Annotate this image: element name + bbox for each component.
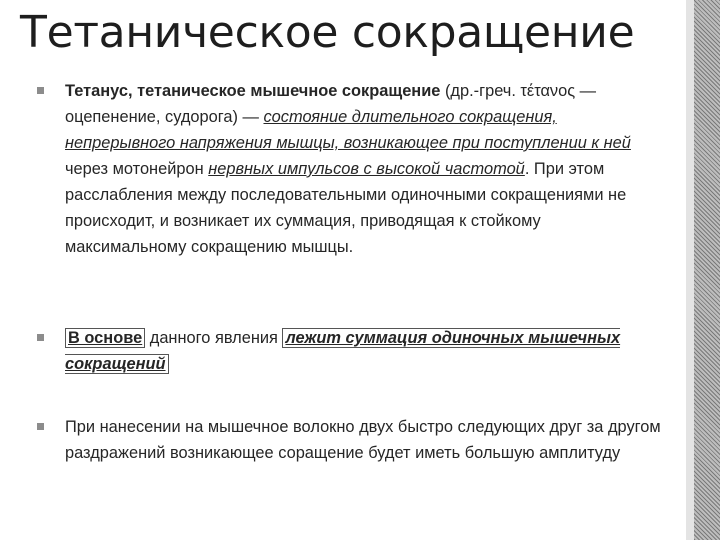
bullet-text	[48, 325, 662, 377]
etymology: (др.-греч. τέτανος — оцепенение, судорога) —	[65, 82, 597, 126]
definition-rest: . При этом расслабления между последовательными одиночными сокращениями не происходит, и возникает их суммация, приводящая к стойкому максимальному сокращению мышцы.	[65, 160, 627, 256]
basis-lead: В основе	[65, 328, 145, 348]
slide-title: Тетаническое сокращение	[20, 7, 635, 58]
basis-emphasis: лежит суммация одиночных мышечных сокращений	[65, 329, 621, 373]
bullet-square-icon	[37, 423, 44, 430]
bullet-square-icon	[37, 334, 44, 341]
basis-middle: данного явления	[145, 329, 283, 347]
decorative-right-border	[686, 0, 720, 540]
bullet-basis	[48, 325, 662, 377]
bullet-text	[48, 78, 662, 260]
definition-middle: через мотонейрон	[65, 160, 209, 178]
bullet-text: При нанесении на мышечное волокно двух быстро следующих друг за другом раздражений возникающее соращение будет иметь большую амплитуду	[65, 418, 661, 462]
term: Тетанус, тетаническое мышечное сокращение	[65, 82, 441, 100]
bullet-square-icon	[37, 87, 44, 94]
bullet-amplitude	[48, 414, 662, 466]
right-border-highlight	[686, 0, 694, 540]
definition-underlined-2: нервных импульсов с высокой частотой	[208, 160, 525, 178]
definition-underlined: состояние длительного сокращения, непрерывного напряжения мышцы, возникающее при поступлении к ней	[65, 108, 631, 152]
bullet-tetanus-definition	[48, 78, 662, 260]
